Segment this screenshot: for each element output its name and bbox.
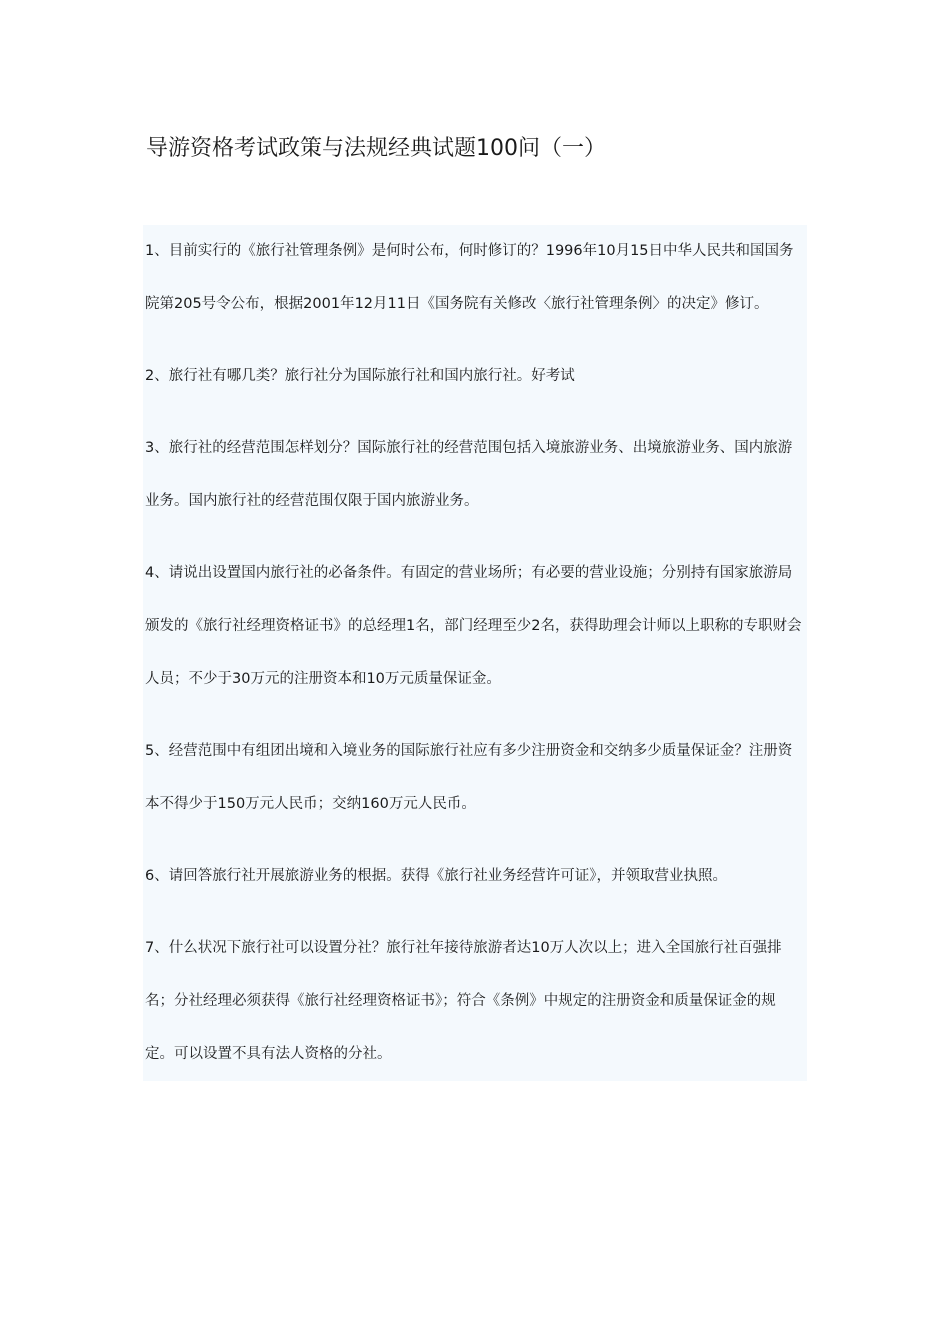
- document-title: 导游资格考试政策与法规经典试题100问（一）: [146, 136, 606, 161]
- qa-item-6: 6、请回答旅行社开展旅游业务的根据。获得《旅行社业务经营许可证》，并领取营业执照。: [145, 868, 727, 884]
- qa-list: [143, 225, 807, 1081]
- qa-item-5: 5、经营范围中有组团出境和入境业务的国际旅行社应有多少注册资金和交纳多少质量保证金？注册资本不得少于150万元人民币；交纳160万元人民币。: [145, 743, 793, 812]
- qa-item-3: 3、旅行社的经营范围怎样划分？国际旅行社的经营范围包括入境旅游业务、出境旅游业务、国内旅游业务。国内旅行社的经营范围仅限于国内旅游业务。: [145, 440, 793, 509]
- qa-item-4: 4、请说出设置国内旅行社的必备条件。有固定的营业场所；有必要的营业设施；分别持有国家旅游局颁发的《旅行社经理资格证书》的总经理1名，部门经理至少2名，获得助理会计师以上职称的专职财会人员；不少于30万元的注册资本和10万元质量保证金。: [145, 565, 802, 687]
- qa-item-2: 2、旅行社有哪几类？旅行社分为国际旅行社和国内旅行社。好考试: [145, 368, 575, 384]
- qa-item-7: 7、什么状况下旅行社可以设置分社？旅行社年接待旅游者达10万人次以上；进入全国旅行社百强排名；分社经理必须获得《旅行社经理资格证书》；符合《条例》中规定的注册资金和质量保证金的规定。可以设置不具有法人资格的分社。: [145, 940, 782, 1062]
- qa-item-1: 1、目前实行的《旅行社管理条例》是何时公布，何时修订的？1996年10月15日中华人民共和国国务院第205号令公布，根据2001年12月11日《国务院有关修改〈旅行社管理条例〉的决定》修订。: [145, 243, 794, 312]
